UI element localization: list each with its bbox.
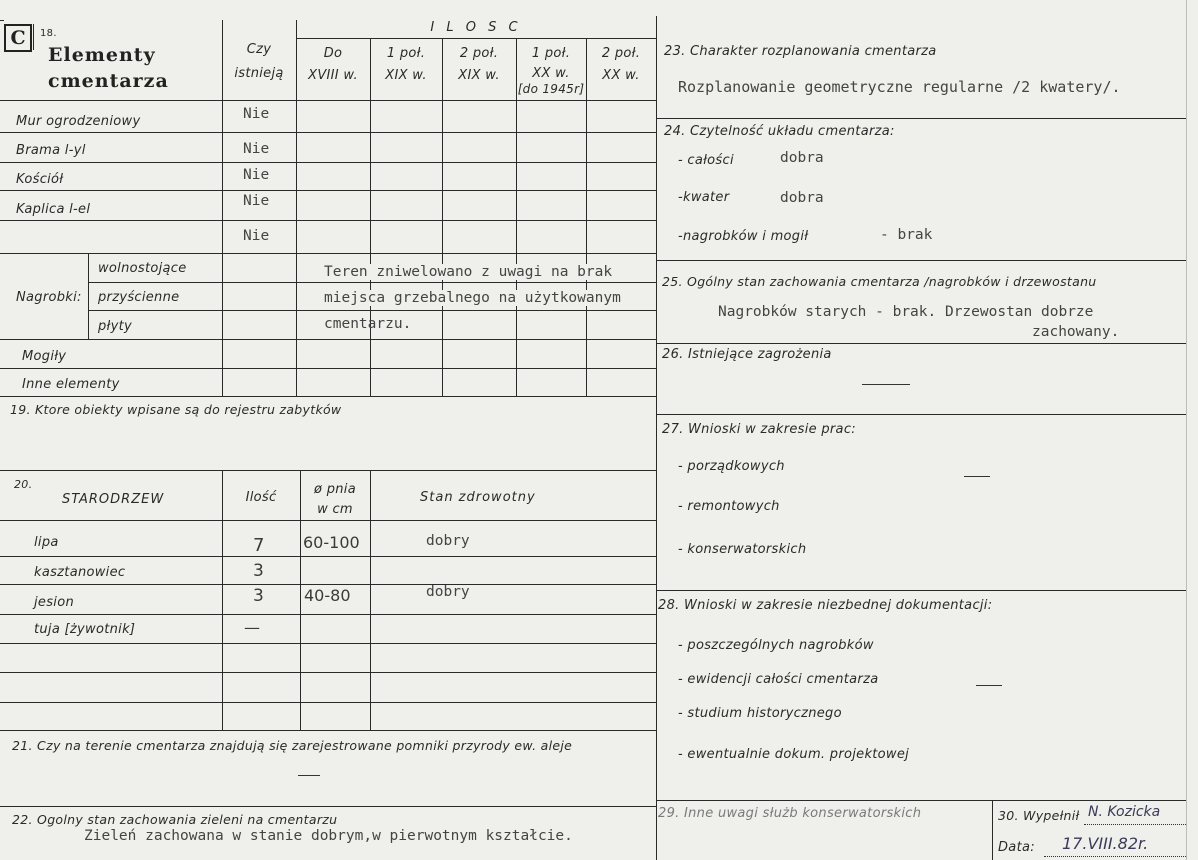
row-value-kosciol: Nie: [243, 167, 270, 183]
s28-value-dash: [976, 685, 1002, 686]
period-2-b: XIX w.: [385, 68, 427, 83]
col-czy-istnieja-2: istnieją: [234, 66, 284, 81]
s28-item-2: - ewidencji całości cmentarza: [678, 672, 879, 687]
s27-item-3: - konserwatorskich: [678, 542, 807, 557]
rule: [0, 368, 656, 369]
s23-value: Rozplanowanie geometryczne regularne /2 kwatery/.: [678, 78, 1121, 96]
nagrobki-note-3: cmentarzu.: [324, 316, 412, 332]
s30-name-line: [1084, 824, 1186, 825]
section-letter: C: [4, 24, 32, 52]
col-line-p2: [370, 38, 371, 396]
s26-value-dash: [862, 384, 910, 385]
rule: [0, 132, 656, 133]
tree-name-4: tuja [żywotnik]: [34, 622, 136, 637]
rule: [0, 190, 656, 191]
s23-label: 23. Charakter rozplanowania cmentarza: [664, 44, 937, 59]
s24-label: 24. Czytelność układu cmentarza:: [664, 124, 895, 139]
row-label-kosciol: Kościół: [16, 172, 64, 187]
col-czy-istnieja-1: Czy: [246, 42, 272, 57]
period-4-b: XX w.: [532, 66, 570, 81]
s30-date: 17.VIII.82r.: [1062, 834, 1149, 853]
row-label-mogily: Mogiły: [22, 349, 67, 364]
ilosc-underline: [296, 38, 656, 39]
s29-label: 29. Inne uwagi służb konserwatorskich: [658, 806, 922, 821]
tree-count-2: 3: [253, 561, 264, 581]
row-value-brama: Nie: [243, 141, 270, 157]
rule: [0, 520, 656, 521]
rule: [0, 584, 656, 585]
row-label-kaplica: Kaplica l-el: [16, 202, 91, 217]
tree-diam-3: 40-80: [304, 586, 351, 605]
s20-col-line-2: [300, 470, 301, 730]
s24-item-1: - całości: [678, 153, 734, 168]
s27-item-1: - porządkowych: [678, 459, 785, 474]
s20-col-line-3: [370, 470, 371, 730]
row-value-kaplica: Nie: [243, 193, 270, 209]
s24-item-3: -nagrobków i mogił: [678, 229, 809, 244]
rule: [656, 590, 1186, 591]
rule: [0, 702, 656, 703]
row-value-mur: Nie: [243, 106, 270, 122]
rule: [88, 310, 656, 311]
row-label-mur: Mur ogrodzeniowy: [16, 114, 141, 129]
tree-diam-1: 60-100: [303, 533, 360, 552]
row-value-blank: Nie: [243, 228, 270, 244]
s20-col-diam-1: ø pnia: [314, 482, 356, 497]
s20-col-health: Stan zdrowotny: [420, 490, 536, 505]
s27-item-2: - remontowych: [678, 499, 780, 514]
s28-item-4: - ewentualnie dokum. projektowej: [678, 747, 910, 762]
s30-date-label: Data:: [998, 840, 1035, 855]
s24-item-2: -kwater: [678, 190, 730, 205]
tree-count-4: —: [244, 618, 260, 637]
s20-col-tree: STARODRZEW: [62, 492, 165, 507]
tree-name-2: kasztanowiec: [34, 565, 126, 580]
rule: [0, 643, 656, 644]
s21-label: 21. Czy na terenie cmentarza znajdują się zarejestrowane pomniki przyrody ew. aleje: [12, 738, 573, 753]
rule: [656, 800, 1186, 801]
section-title-line1: Elementy: [48, 44, 156, 66]
header-bottom-rule: [0, 100, 656, 101]
s22-label: 22. Ogolny stan zachowania zieleni na cmentarzu: [12, 812, 338, 827]
s22-value: Zieleń zachowana w stanie dobrym,w pierwotnym kształcie.: [84, 828, 573, 844]
tree-count-3: 3: [253, 586, 264, 606]
col-line-p5: [586, 38, 587, 396]
letter-divider: [33, 24, 34, 50]
period-5-b: XX w.: [602, 68, 640, 83]
s25-label: 25. Ogólny stan zachowania cmentarza /nagrobków i drzewostanu: [662, 274, 1097, 289]
nagrobki-divider: [88, 253, 89, 339]
nagrobki-label: Nagrobki:: [16, 290, 82, 305]
s25-value-2: zachowany.: [1032, 324, 1120, 340]
col-line-p4: [516, 38, 517, 396]
rule: [0, 806, 656, 807]
nagrobki-note-2: miejsca grzebalnego na użytkowanym: [324, 290, 621, 306]
rule: [0, 20, 4, 21]
period-5-a: 2 poł.: [601, 46, 641, 61]
s19-label: 19. Ktore obiekty wpisane są do rejestru zabytków: [10, 402, 342, 417]
rule: [0, 672, 656, 673]
s24-value-3: - brak: [880, 227, 933, 243]
nagrobki-note-1: Teren zniwelowano z uwagi na brak: [324, 264, 613, 280]
rule: [0, 730, 656, 731]
s28-item-3: - studium historycznego: [678, 706, 842, 721]
s24-value-2: dobra: [780, 190, 824, 206]
tree-name-1: lipa: [34, 535, 59, 550]
rule: [0, 556, 656, 557]
rule: [656, 260, 1186, 261]
s28-label: 28. Wnioski w zakresie niezbednej dokumentacji:: [658, 598, 993, 613]
period-3-b: XIX w.: [458, 68, 500, 83]
row-label-brama: Brama l-yl: [16, 143, 86, 158]
row-label-inne: Inne elementy: [22, 377, 120, 392]
center-divider: [656, 16, 657, 860]
nagrobki-wolnostojace: wolnostojące: [98, 261, 187, 276]
s30-label: 30. Wypełnił: [998, 808, 1080, 823]
section-number: 18.: [40, 28, 57, 39]
rule: [0, 396, 656, 397]
s21-value-dash: [298, 775, 320, 776]
rule: [0, 470, 656, 471]
s20-col-diam-2: w cm: [317, 502, 353, 517]
col-ilosc: I L O S C: [430, 20, 522, 35]
period-2-a: 1 poł.: [386, 46, 426, 61]
nagrobki-plyty: płyty: [98, 319, 132, 334]
card-right-edge: [1186, 0, 1187, 860]
rule: [0, 339, 656, 340]
rule: [88, 282, 656, 283]
period-4-a: 1 poł.: [531, 46, 571, 61]
s25-value-1: Nagrobków starych - brak. Drzewostan dobrze: [718, 304, 1094, 320]
section-title-line2: cmentarza: [48, 70, 169, 92]
s30-name: N. Kozicka: [1088, 804, 1161, 820]
period-1-a: Do: [323, 46, 343, 61]
tree-health-1: dobry: [426, 533, 470, 549]
s20-number: 20.: [14, 478, 33, 491]
tree-health-3: dobry: [426, 584, 470, 600]
nagrobki-przyscienne: przyścienne: [98, 290, 180, 305]
rule: [656, 118, 1186, 119]
tree-count-1: 7: [253, 535, 265, 556]
col-line-p3: [442, 38, 443, 396]
rule: [0, 220, 656, 221]
rule: [0, 162, 656, 163]
s24-value-1: dobra: [780, 150, 824, 166]
period-4-c: [do 1945r]: [517, 82, 585, 96]
rule: [656, 414, 1186, 415]
s28-item-1: - poszczególnych nagrobków: [678, 638, 874, 653]
s30-divider: [992, 800, 993, 860]
rule: [0, 253, 656, 254]
period-3-a: 2 poł.: [459, 46, 499, 61]
tree-name-3: jesion: [34, 595, 74, 610]
s20-col-line-1: [222, 470, 223, 730]
s27-label: 27. Wnioski w zakresie prac:: [662, 422, 856, 437]
s27-value-dash: [964, 476, 990, 477]
rule: [656, 343, 1186, 344]
s26-label: 26. Istniejące zagrożenia: [662, 347, 832, 362]
s20-col-count: Ilość: [245, 490, 277, 505]
s30-date-line: [1044, 856, 1186, 857]
rule: [0, 614, 656, 615]
period-1-b: XVIII w.: [308, 68, 358, 83]
